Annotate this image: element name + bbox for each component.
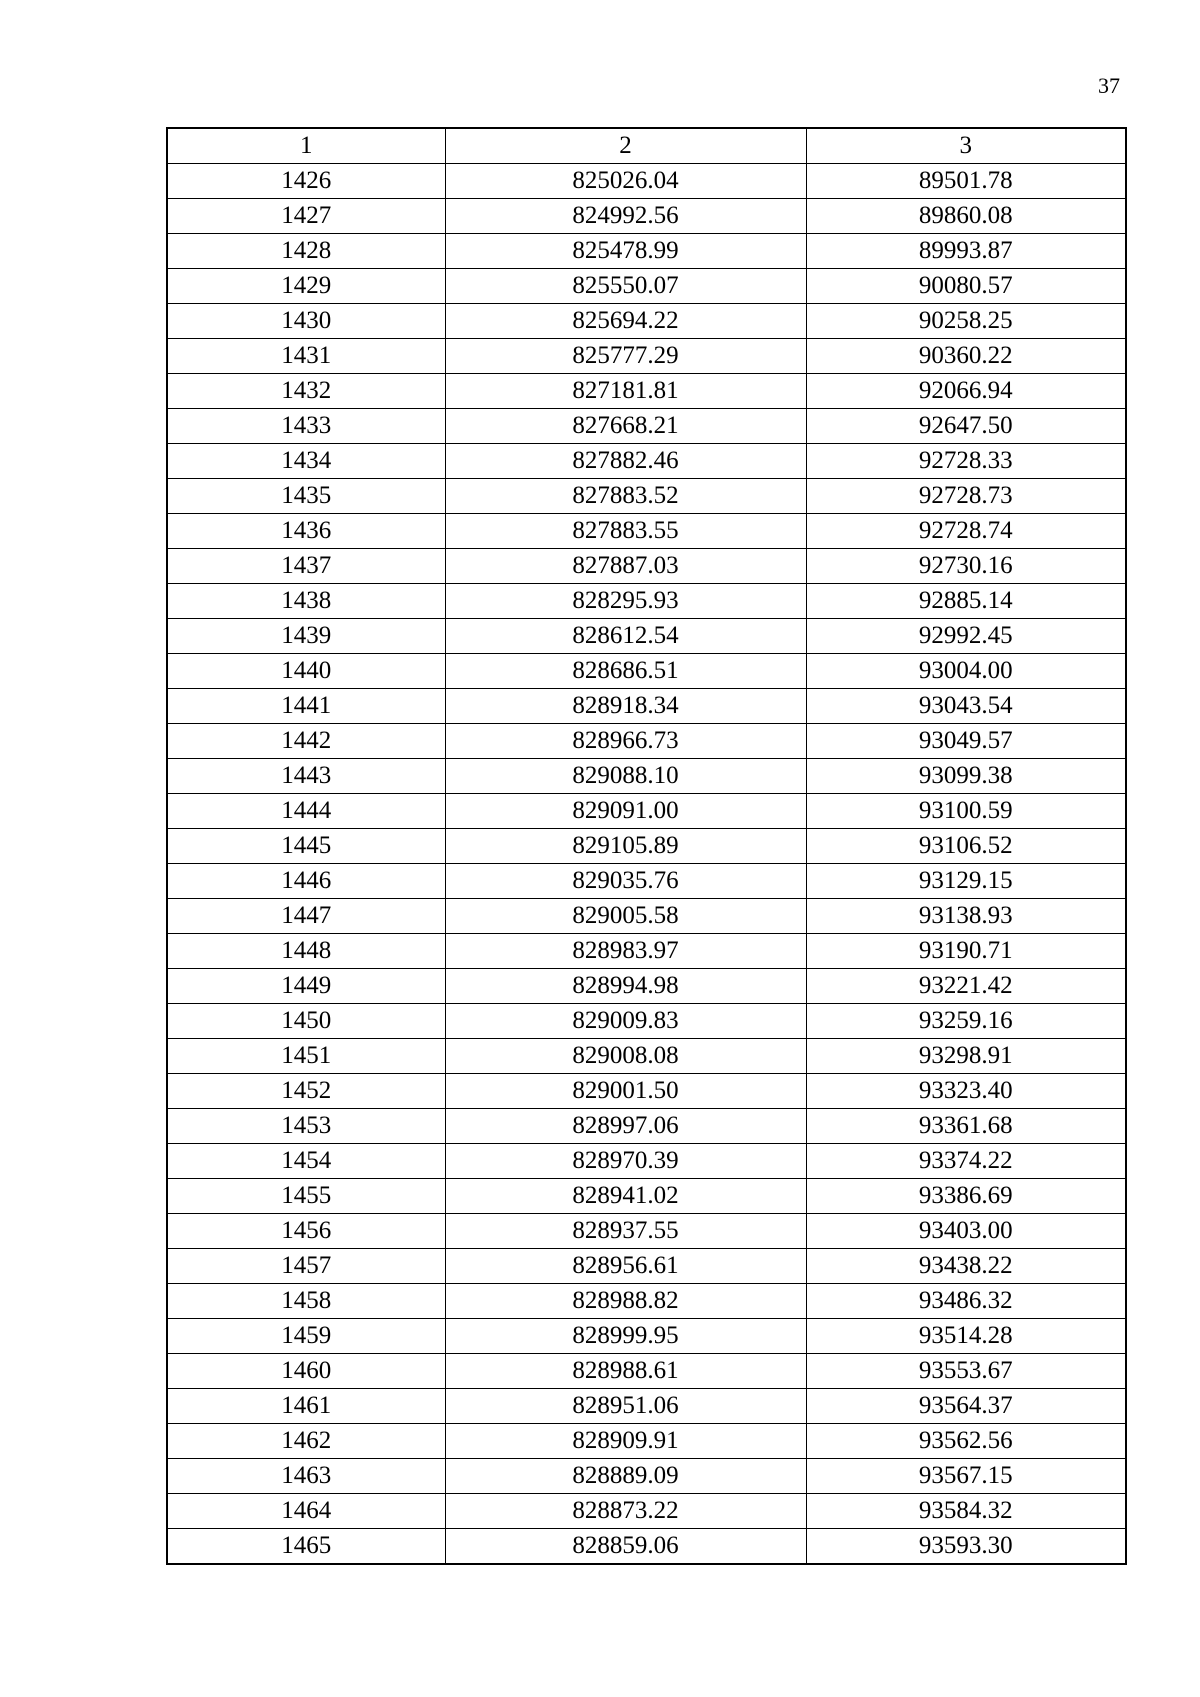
y-coordinate-cell: 89501.78 — [806, 164, 1126, 199]
y-coordinate-cell: 93584.32 — [806, 1494, 1126, 1529]
point-number-cell: 1434 — [167, 444, 445, 479]
table-row — [167, 1529, 1126, 1565]
table-row — [167, 724, 1126, 759]
y-coordinate-cell: 93562.56 — [806, 1424, 1126, 1459]
y-coordinate-cell: 92992.45 — [806, 619, 1126, 654]
table-row — [167, 1354, 1126, 1389]
point-number-cell: 1442 — [167, 724, 445, 759]
table-row — [167, 199, 1126, 234]
point-number-cell: 1462 — [167, 1424, 445, 1459]
table-row — [167, 1004, 1126, 1039]
y-coordinate-cell: 92885.14 — [806, 584, 1126, 619]
point-number-cell: 1432 — [167, 374, 445, 409]
y-coordinate-cell: 93564.37 — [806, 1389, 1126, 1424]
point-number-cell: 1451 — [167, 1039, 445, 1074]
table-row — [167, 1144, 1126, 1179]
table-row — [167, 1459, 1126, 1494]
table-row — [167, 549, 1126, 584]
y-coordinate-cell: 92066.94 — [806, 374, 1126, 409]
point-number-cell: 1453 — [167, 1109, 445, 1144]
table-row — [167, 164, 1126, 199]
x-coordinate-cell: 827883.52 — [445, 479, 806, 514]
y-coordinate-cell: 93043.54 — [806, 689, 1126, 724]
x-coordinate-cell: 828941.02 — [445, 1179, 806, 1214]
y-coordinate-cell: 93129.15 — [806, 864, 1126, 899]
table-row — [167, 1319, 1126, 1354]
point-number-cell: 1455 — [167, 1179, 445, 1214]
point-number-cell: 1461 — [167, 1389, 445, 1424]
x-coordinate-cell: 828612.54 — [445, 619, 806, 654]
table-row — [167, 269, 1126, 304]
x-coordinate-cell: 828988.82 — [445, 1284, 806, 1319]
point-number-cell: 1438 — [167, 584, 445, 619]
point-number-cell: 1454 — [167, 1144, 445, 1179]
y-coordinate-cell: 93374.22 — [806, 1144, 1126, 1179]
point-number-cell: 1445 — [167, 829, 445, 864]
table-row — [167, 1424, 1126, 1459]
y-coordinate-cell: 93221.42 — [806, 969, 1126, 1004]
y-coordinate-cell: 93438.22 — [806, 1249, 1126, 1284]
y-coordinate-cell: 93553.67 — [806, 1354, 1126, 1389]
point-number-cell: 1450 — [167, 1004, 445, 1039]
x-coordinate-cell: 828951.06 — [445, 1389, 806, 1424]
y-coordinate-cell: 93298.91 — [806, 1039, 1126, 1074]
y-coordinate-cell: 93361.68 — [806, 1109, 1126, 1144]
x-coordinate-cell: 828956.61 — [445, 1249, 806, 1284]
table-row — [167, 969, 1126, 1004]
y-coordinate-cell: 93323.40 — [806, 1074, 1126, 1109]
point-number-cell: 1427 — [167, 199, 445, 234]
x-coordinate-cell: 829091.00 — [445, 794, 806, 829]
table-row — [167, 1074, 1126, 1109]
point-number-cell: 1459 — [167, 1319, 445, 1354]
y-coordinate-cell: 93099.38 — [806, 759, 1126, 794]
x-coordinate-cell: 829008.08 — [445, 1039, 806, 1074]
page-number: 37 — [1098, 73, 1120, 98]
point-number-cell: 1435 — [167, 479, 445, 514]
column-header: 2 — [445, 128, 806, 164]
y-coordinate-cell: 93403.00 — [806, 1214, 1126, 1249]
x-coordinate-cell: 828295.93 — [445, 584, 806, 619]
x-coordinate-cell: 827883.55 — [445, 514, 806, 549]
x-coordinate-cell: 828997.06 — [445, 1109, 806, 1144]
y-coordinate-cell: 92728.73 — [806, 479, 1126, 514]
y-coordinate-cell: 93049.57 — [806, 724, 1126, 759]
x-coordinate-cell: 824992.56 — [445, 199, 806, 234]
point-number-cell: 1443 — [167, 759, 445, 794]
x-coordinate-cell: 829105.89 — [445, 829, 806, 864]
point-number-cell: 1441 — [167, 689, 445, 724]
y-coordinate-cell: 93259.16 — [806, 1004, 1126, 1039]
x-coordinate-cell: 829035.76 — [445, 864, 806, 899]
table-row — [167, 1249, 1126, 1284]
column-header: 3 — [806, 128, 1126, 164]
x-coordinate-cell: 828918.34 — [445, 689, 806, 724]
x-coordinate-cell: 828999.95 — [445, 1319, 806, 1354]
table-row — [167, 444, 1126, 479]
y-coordinate-cell: 93100.59 — [806, 794, 1126, 829]
point-number-cell: 1464 — [167, 1494, 445, 1529]
x-coordinate-cell: 828970.39 — [445, 1144, 806, 1179]
y-coordinate-cell: 90360.22 — [806, 339, 1126, 374]
point-number-cell: 1437 — [167, 549, 445, 584]
y-coordinate-cell: 92728.33 — [806, 444, 1126, 479]
y-coordinate-cell: 92647.50 — [806, 409, 1126, 444]
table-row — [167, 1284, 1126, 1319]
point-number-cell: 1458 — [167, 1284, 445, 1319]
table-row — [167, 409, 1126, 444]
coordinates-table — [166, 127, 1127, 1565]
x-coordinate-cell: 828873.22 — [445, 1494, 806, 1529]
y-coordinate-cell: 93190.71 — [806, 934, 1126, 969]
x-coordinate-cell: 828889.09 — [445, 1459, 806, 1494]
point-number-cell: 1456 — [167, 1214, 445, 1249]
x-coordinate-cell: 825694.22 — [445, 304, 806, 339]
point-number-cell: 1465 — [167, 1529, 445, 1565]
table-row — [167, 1039, 1126, 1074]
table-row — [167, 1494, 1126, 1529]
y-coordinate-cell: 93138.93 — [806, 899, 1126, 934]
table-row — [167, 1179, 1126, 1214]
table-row — [167, 759, 1126, 794]
point-number-cell: 1426 — [167, 164, 445, 199]
x-coordinate-cell: 827181.81 — [445, 374, 806, 409]
column-header: 1 — [167, 128, 445, 164]
y-coordinate-cell: 90258.25 — [806, 304, 1126, 339]
y-coordinate-cell: 93593.30 — [806, 1529, 1126, 1565]
point-number-cell: 1449 — [167, 969, 445, 1004]
table-header-row — [167, 128, 1126, 164]
table-row — [167, 514, 1126, 549]
table-row — [167, 374, 1126, 409]
y-coordinate-cell: 93004.00 — [806, 654, 1126, 689]
table-row — [167, 794, 1126, 829]
point-number-cell: 1439 — [167, 619, 445, 654]
point-number-cell: 1452 — [167, 1074, 445, 1109]
point-number-cell: 1440 — [167, 654, 445, 689]
table-row — [167, 829, 1126, 864]
x-coordinate-cell: 828686.51 — [445, 654, 806, 689]
x-coordinate-cell: 827668.21 — [445, 409, 806, 444]
table-row — [167, 689, 1126, 724]
x-coordinate-cell: 825777.29 — [445, 339, 806, 374]
x-coordinate-cell: 825026.04 — [445, 164, 806, 199]
table-row — [167, 864, 1126, 899]
y-coordinate-cell: 89860.08 — [806, 199, 1126, 234]
point-number-cell: 1436 — [167, 514, 445, 549]
x-coordinate-cell: 828859.06 — [445, 1529, 806, 1565]
table-row — [167, 234, 1126, 269]
x-coordinate-cell: 829088.10 — [445, 759, 806, 794]
y-coordinate-cell: 90080.57 — [806, 269, 1126, 304]
x-coordinate-cell: 829001.50 — [445, 1074, 806, 1109]
y-coordinate-cell: 89993.87 — [806, 234, 1126, 269]
x-coordinate-cell: 828909.91 — [445, 1424, 806, 1459]
x-coordinate-cell: 828994.98 — [445, 969, 806, 1004]
table-row — [167, 304, 1126, 339]
table-row — [167, 899, 1126, 934]
x-coordinate-cell: 828988.61 — [445, 1354, 806, 1389]
table-row — [167, 479, 1126, 514]
point-number-cell: 1444 — [167, 794, 445, 829]
point-number-cell: 1446 — [167, 864, 445, 899]
x-coordinate-cell: 825550.07 — [445, 269, 806, 304]
table-row — [167, 1109, 1126, 1144]
table-row — [167, 1389, 1126, 1424]
table-row — [167, 1214, 1126, 1249]
point-number-cell: 1430 — [167, 304, 445, 339]
point-number-cell: 1448 — [167, 934, 445, 969]
x-coordinate-cell: 829005.58 — [445, 899, 806, 934]
x-coordinate-cell: 829009.83 — [445, 1004, 806, 1039]
point-number-cell: 1431 — [167, 339, 445, 374]
point-number-cell: 1429 — [167, 269, 445, 304]
y-coordinate-cell: 92730.16 — [806, 549, 1126, 584]
table-row — [167, 584, 1126, 619]
x-coordinate-cell: 827887.03 — [445, 549, 806, 584]
point-number-cell: 1428 — [167, 234, 445, 269]
x-coordinate-cell: 828937.55 — [445, 1214, 806, 1249]
table-row — [167, 339, 1126, 374]
x-coordinate-cell: 828983.97 — [445, 934, 806, 969]
y-coordinate-cell: 93106.52 — [806, 829, 1126, 864]
point-number-cell: 1457 — [167, 1249, 445, 1284]
table-row — [167, 619, 1126, 654]
table-body — [167, 128, 1126, 1564]
y-coordinate-cell: 93486.32 — [806, 1284, 1126, 1319]
point-number-cell: 1463 — [167, 1459, 445, 1494]
y-coordinate-cell: 93386.69 — [806, 1179, 1126, 1214]
point-number-cell: 1447 — [167, 899, 445, 934]
y-coordinate-cell: 92728.74 — [806, 514, 1126, 549]
y-coordinate-cell: 93514.28 — [806, 1319, 1126, 1354]
y-coordinate-cell: 93567.15 — [806, 1459, 1126, 1494]
x-coordinate-cell: 825478.99 — [445, 234, 806, 269]
x-coordinate-cell: 828966.73 — [445, 724, 806, 759]
table-row — [167, 934, 1126, 969]
point-number-cell: 1433 — [167, 409, 445, 444]
table-row — [167, 654, 1126, 689]
point-number-cell: 1460 — [167, 1354, 445, 1389]
x-coordinate-cell: 827882.46 — [445, 444, 806, 479]
